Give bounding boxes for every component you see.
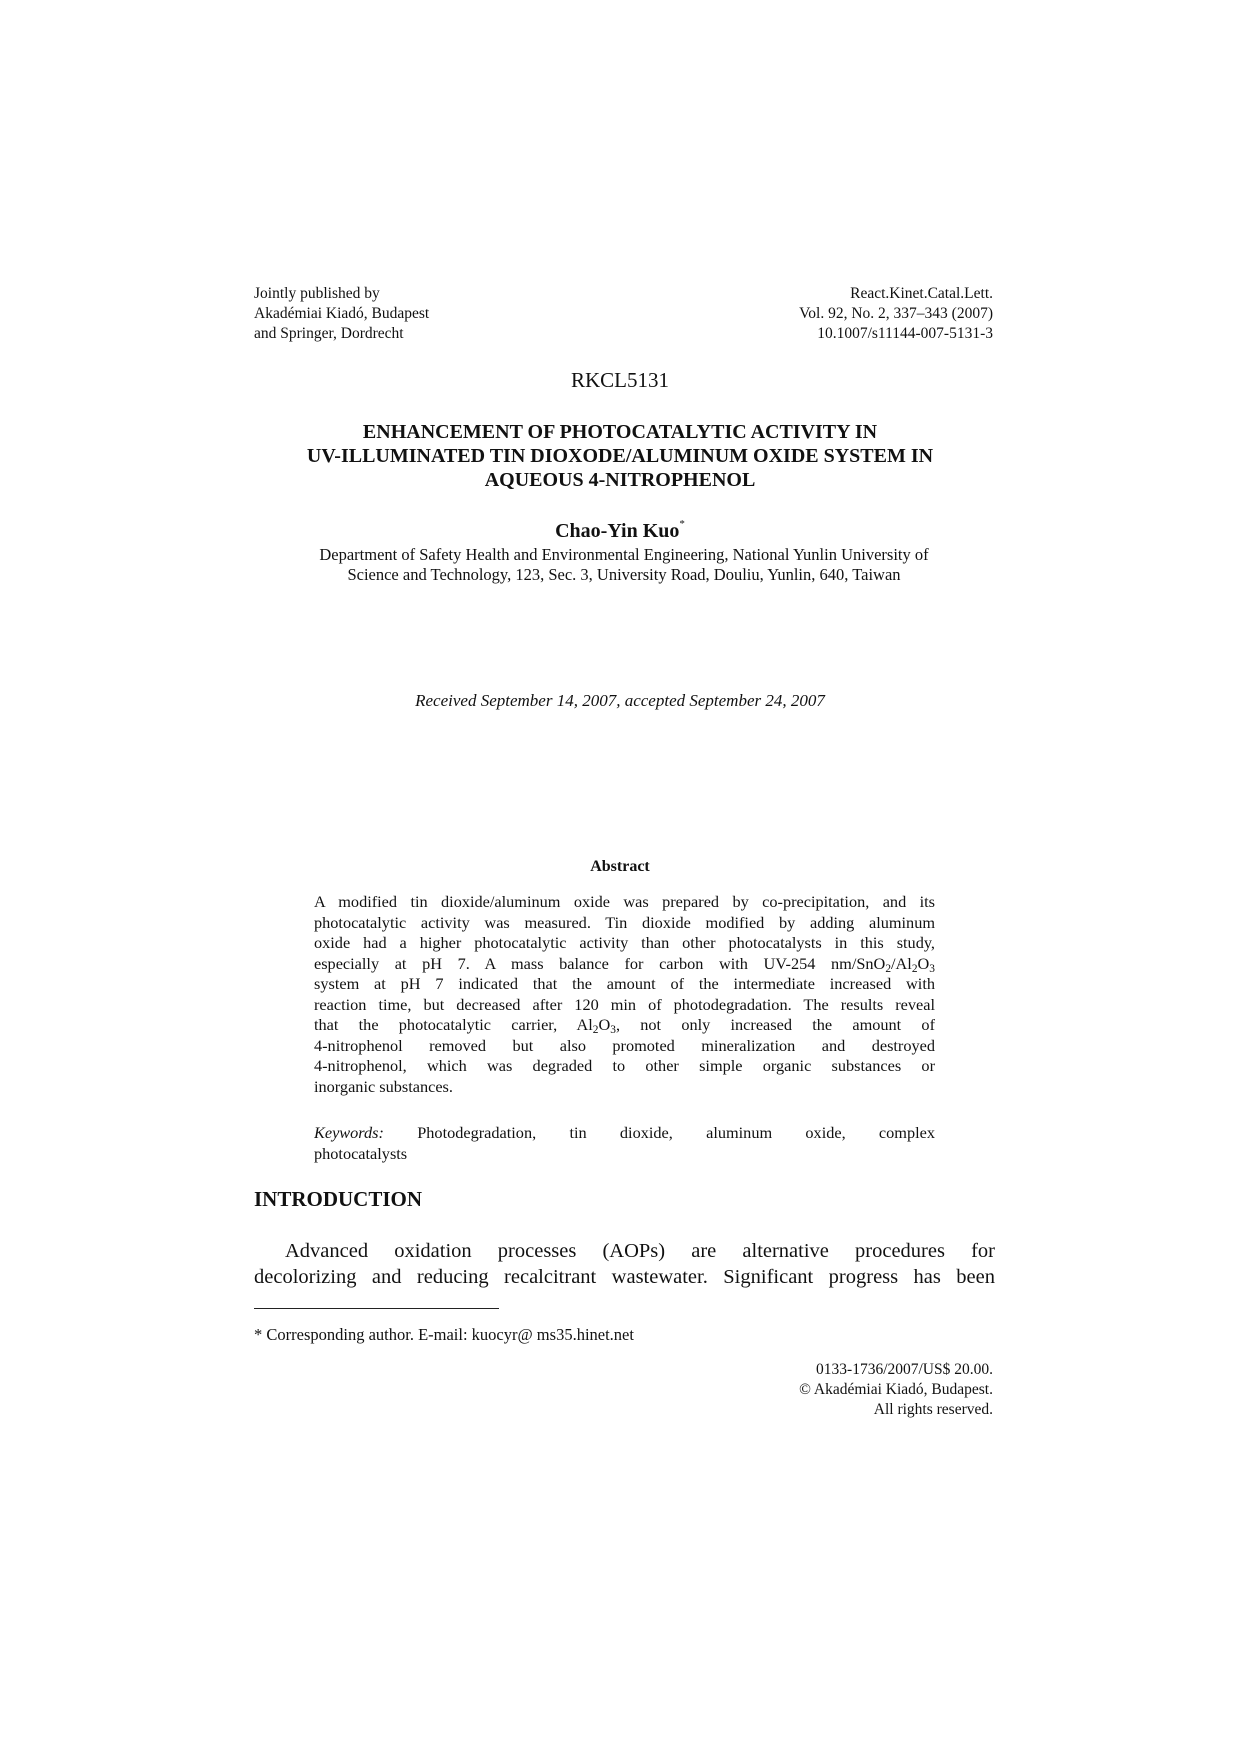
affiliation-line: Science and Technology, 123, Sec. 3, University Road, Douliu, Yunlin, 640, Taiwan	[347, 565, 901, 584]
abstract-line: system at pH 7 indicated that the amount of the intermediate increased with	[314, 974, 935, 993]
article-code: RKCL5131	[570, 368, 669, 392]
intro-paragraph	[254, 1238, 995, 1290]
abstract-line	[314, 954, 935, 975]
publisher-line: Jointly published by	[254, 285, 380, 302]
abstract-text: that the photocatalytic carrier, Al	[314, 1015, 593, 1034]
intro-line: Advanced oxidation processes (AOPs) are alternative procedures for	[285, 1240, 995, 1262]
keywords-line: photocatalysts	[314, 1143, 408, 1163]
affiliation-line: Department of Safety Health and Environmental Engineering, National Yunlin University of	[319, 545, 929, 564]
abstract-line: 4-nitrophenol removed but also promoted mineralization and destroyed	[314, 1035, 935, 1055]
subscript: 2	[911, 962, 918, 974]
subscript: 2	[592, 1024, 599, 1036]
keywords-label: Keywords:	[314, 1123, 384, 1142]
publisher-info	[254, 284, 429, 344]
abstract-line: 4-nitrophenol, which was degraded to other simple organic substances or	[314, 1056, 935, 1075]
abstract-text: /Al	[891, 953, 912, 973]
title-line: UV-ILLUMINATED TIN DIOXODE/ALUMINUM OXIDE SYSTEM IN	[306, 445, 934, 467]
keywords	[314, 1123, 935, 1164]
abstract-line	[314, 1015, 935, 1036]
journal-citation	[799, 284, 993, 344]
keywords-line	[314, 1123, 935, 1144]
publisher-line: and Springer, Dordrecht	[254, 325, 404, 342]
copyright-line: 0133-1736/2007/US$ 20.00.	[816, 1361, 993, 1378]
received-dates: Received September 14, 2007, accepted September 24, 2007	[415, 691, 825, 710]
abstract-text: O	[598, 1015, 611, 1034]
footnote-rule	[254, 1308, 499, 1309]
abstract-line: reaction time, but decreased after 120 min of photodegradation. The results reveal	[314, 994, 935, 1014]
subscript: 2	[885, 962, 892, 974]
publisher-line: Akadémiai Kiadó, Budapest	[254, 305, 430, 322]
abstract-body	[314, 892, 935, 1097]
copyright-notice	[799, 1360, 993, 1420]
author-name: Chao-Yin Kuo	[555, 520, 680, 542]
paper-title	[240, 420, 1000, 492]
abstract-line: A modified tin dioxide/aluminum oxide was prepared by co-precipitation, and its	[314, 892, 935, 911]
affiliation	[254, 545, 994, 585]
section-heading: INTRODUCTION	[254, 1187, 423, 1211]
author	[0, 520, 1240, 543]
journal-doi: 10.1007/s11144-007-5131-3	[817, 325, 993, 342]
abstract-line: oxide had a higher photocatalytic activity than other photocatalysts in this study,	[314, 933, 935, 952]
copyright-line: © Akadémiai Kiadó, Budapest.	[799, 1381, 993, 1398]
title-line: ENHANCEMENT OF PHOTOCATALYTIC ACTIVITY IN	[362, 421, 878, 443]
corresponding-mark: *	[679, 518, 685, 531]
abstract-line: inorganic substances.	[314, 1076, 453, 1096]
title-line: AQUEOUS 4-NITROPHENOL	[484, 469, 756, 491]
copyright-line: All rights reserved.	[873, 1401, 993, 1418]
journal-volume: Vol. 92, No. 2, 337–343 (2007)	[799, 305, 993, 322]
abstract-heading: Abstract	[590, 858, 650, 875]
intro-line: decolorizing and reducing recalcitrant wastewater. Significant progress has been	[254, 1266, 995, 1288]
abstract-text: , not only increased the amount of	[615, 1015, 935, 1034]
abstract-text: O	[917, 953, 930, 973]
subscript: 3	[610, 1024, 616, 1036]
subscript: 3	[929, 962, 935, 974]
footnote: * Corresponding author. E-mail: kuocyr@ ms35.hinet.net	[254, 1325, 634, 1344]
abstract-text: especially at pH 7. A mass balance for carbon with UV-254 nm/SnO	[314, 953, 886, 973]
journal-name: React.Kinet.Catal.Lett.	[850, 285, 993, 302]
keywords-text: Photodegradation, tin dioxide, aluminum oxide, complex	[383, 1123, 935, 1142]
abstract-line: photocatalytic activity was measured. Tin dioxide modified by adding aluminum	[314, 912, 935, 932]
